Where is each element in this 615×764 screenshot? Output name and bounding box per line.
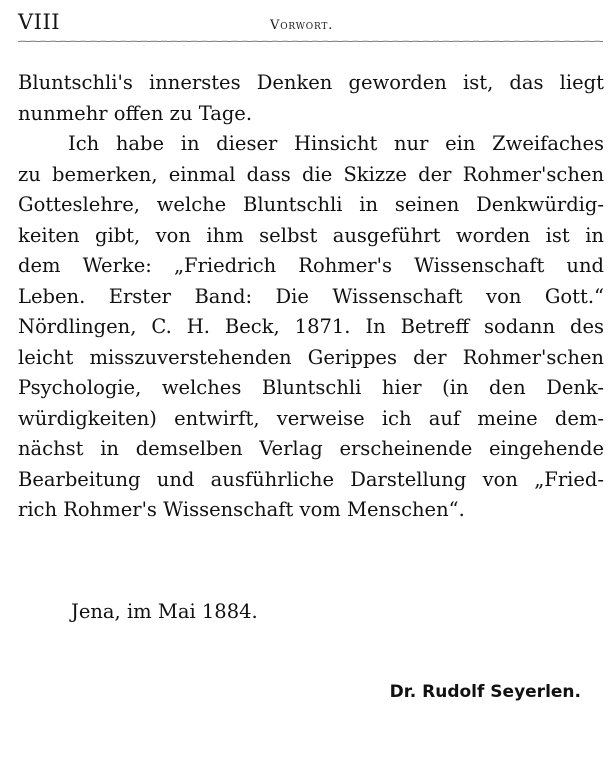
author-signature: Dr. Rudolf Seyerlen. [389,682,581,702]
text-line: Psychologie, welches Bluntschli hier (in den Denk- [18,376,604,399]
text-line: Bluntschli's innerstes Denken geworden ist, das liegt [18,71,604,94]
page-number: VIII [18,10,61,34]
running-head: Vorwort. [270,18,334,33]
text-line: nunmehr offen zu Tage. [18,101,253,125]
text-line: keiten gibt, von ihm selbst ausgeführt worden ist in [18,223,604,247]
text-line: zu bemerken, einmal dass die Skizze der Rohmer'schen [18,162,604,186]
closing-place-date: Jena, im Mai 1884. [71,600,258,623]
text-line: Nördlingen, C. H. Beck, 1871. In Betreff sodann des [18,315,604,338]
text-line: Leben. Erster Band: Die Wissenschaft von Gott.“ [18,284,604,308]
text-line: Gotteslehre, welche Bluntschli in seinen Denkwürdig- [18,193,604,216]
text-line: rich Rohmer's Wissenschaft vom Menschen“. [18,498,465,521]
body-text [18,68,604,526]
text-line: würdigkeiten) entwirft, verweise ich auf meine dem- [18,406,604,430]
text-line: leicht misszuverstehenden Gerippes der Rohmer'schen [18,345,604,369]
header-smudge [20,40,600,45]
text-line: Ich habe in dieser Hinsicht nur ein Zweifaches [68,132,604,155]
text-line: nächst in demselben Verlag erscheinende eingehende [18,437,604,460]
text-line: dem Werke: „Friedrich Rohmer's Wissenschaft und [18,254,604,277]
text-line: Bearbeitung und ausführliche Darstellung von „Fried- [18,467,604,491]
